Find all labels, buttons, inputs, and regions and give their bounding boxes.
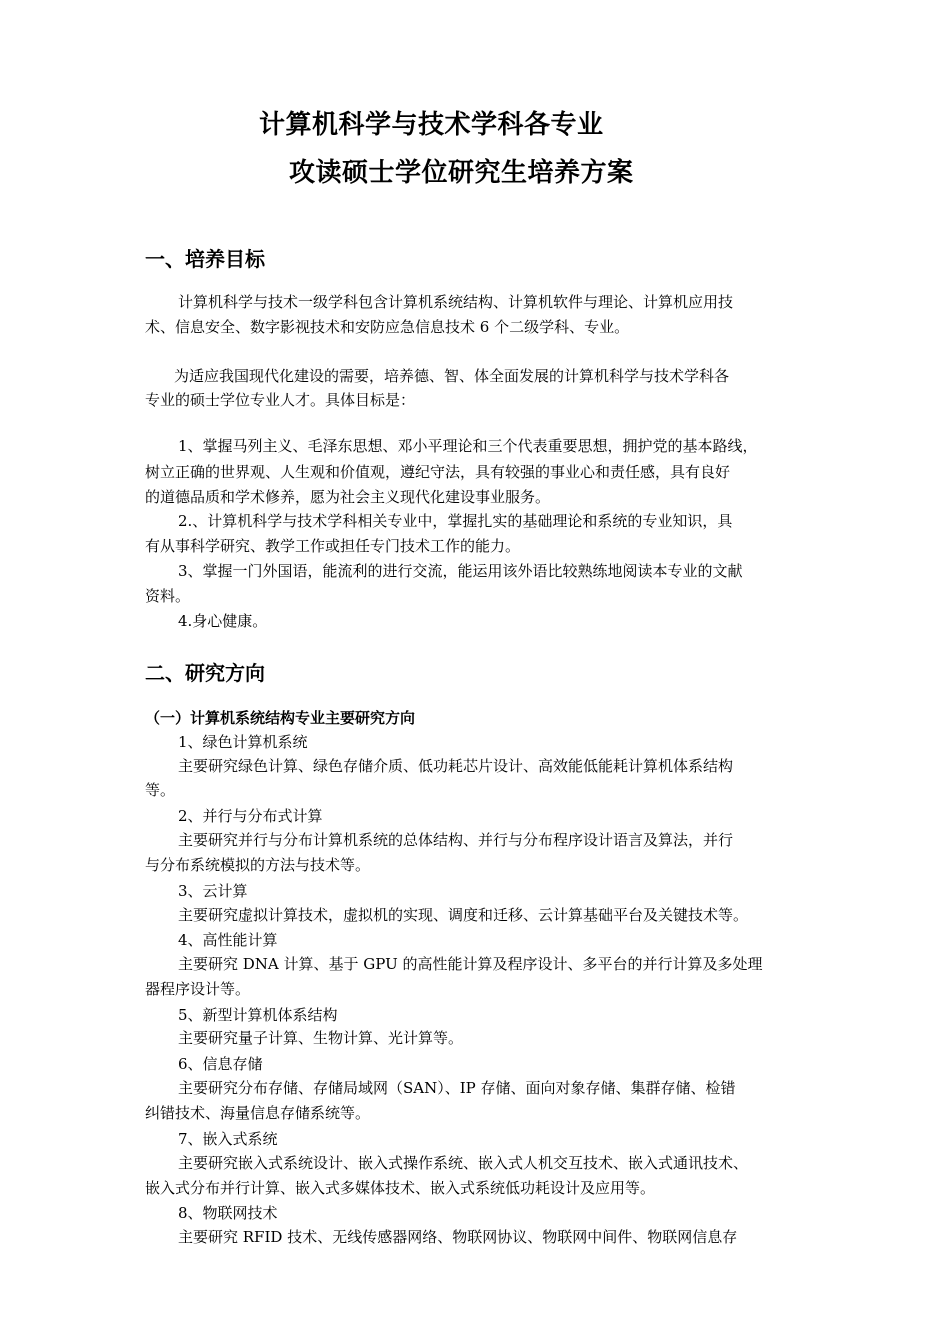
direction-desc-line: 主要研究虚拟计算技术，虚拟机的实现、调度和迁移、云计算基础平台及关键技术等。 bbox=[178, 906, 749, 924]
document-title-line1: 计算机科学与技术学科各专业 bbox=[259, 110, 604, 140]
paragraph-line: 术、信息安全、数字影视技术和安防应急信息技术 6 个二级学科、专业。 bbox=[145, 318, 630, 336]
direction-desc-line: 嵌入式分布并行计算、嵌入式多媒体技术、嵌入式系统低功耗设计及应用等。 bbox=[145, 1179, 656, 1197]
goal-item-line: 4.身心健康。 bbox=[178, 612, 268, 630]
goal-item-line: 1、掌握马列主义、毛泽东思想、邓小平理论和三个代表重要思想，拥护党的基本路线， bbox=[178, 437, 758, 455]
direction-name: 1、绿色计算机系统 bbox=[178, 733, 308, 751]
document-title-line2: 攻读硕士学位研究生培养方案 bbox=[289, 158, 634, 188]
section-heading-research: 二、研究方向 bbox=[145, 661, 265, 685]
direction-name: 7、嵌入式系统 bbox=[178, 1130, 278, 1148]
direction-desc-line: 主要研究量子计算、生物计算、光计算等。 bbox=[178, 1029, 464, 1047]
paragraph-line: 计算机科学与技术一级学科包含计算机系统结构、计算机软件与理论、计算机应用技 bbox=[178, 293, 734, 311]
subsection-heading: （一）计算机系统结构专业主要研究方向 bbox=[145, 709, 416, 727]
section-heading-goals: 一、培养目标 bbox=[145, 247, 265, 271]
direction-desc-line: 主要研究 RFID 技术、无线传感器网络、物联网协议、物联网中间件、物联网信息存 bbox=[178, 1228, 738, 1246]
direction-desc-line: 主要研究 DNA 计算、基于 GPU 的高性能计算及程序设计、多平台的并行计算及多处理 bbox=[178, 955, 763, 973]
direction-desc-line: 等。 bbox=[145, 781, 176, 799]
goal-item-line: 资料。 bbox=[145, 587, 191, 605]
direction-desc-line: 主要研究并行与分布计算机系统的总体结构、并行与分布程序设计语言及算法，并行 bbox=[178, 831, 734, 849]
direction-desc-line: 主要研究嵌入式系统设计、嵌入式操作系统、嵌入式人机交互技术、嵌入式通讯技术、 bbox=[178, 1154, 749, 1172]
direction-name: 8、物联网技术 bbox=[178, 1204, 278, 1222]
goal-item-line: 2.、计算机科学与技术学科相关专业中，掌握扎实的基础理论和系统的专业知识，具 bbox=[178, 512, 733, 530]
direction-desc-line: 纠错技术、海量信息存储系统等。 bbox=[145, 1104, 371, 1122]
goal-item-line: 树立正确的世界观、人生观和价值观，遵纪守法，具有较强的事业心和责任感，具有良好 bbox=[145, 463, 731, 481]
goal-item-line: 的道德品质和学术修养，愿为社会主义现代化建设事业服务。 bbox=[145, 488, 551, 506]
direction-name: 2、并行与分布式计算 bbox=[178, 807, 323, 825]
direction-name: 6、信息存储 bbox=[178, 1055, 263, 1073]
direction-name: 4、高性能计算 bbox=[178, 931, 278, 949]
paragraph-line: 为适应我国现代化建设的需要，培养德、智、体全面发展的计算机科学与技术学科各 bbox=[174, 367, 730, 385]
paragraph-line: 专业的硕士学位专业人才。具体目标是： bbox=[145, 391, 416, 409]
direction-name: 5、新型计算机体系结构 bbox=[178, 1006, 338, 1024]
direction-desc-line: 器程序设计等。 bbox=[145, 980, 251, 998]
direction-desc-line: 与分布系统模拟的方法与技术等。 bbox=[145, 856, 371, 874]
goal-item-line: 有从事科学研究、教学工作或担任专门技术工作的能力。 bbox=[145, 537, 521, 555]
direction-desc-line: 主要研究绿色计算、绿色存储介质、低功耗芯片设计、高效能低能耗计算机体系结构 bbox=[178, 757, 734, 775]
goal-item-line: 3、掌握一门外国语，能流利的进行交流，能运用该外语比较熟练地阅读本专业的文献 bbox=[178, 562, 743, 580]
direction-name: 3、云计算 bbox=[178, 882, 248, 900]
direction-desc-line: 主要研究分布存储、存储局域网（SAN）、IP 存储、面向对象存储、集群存储、检错 bbox=[178, 1079, 736, 1097]
